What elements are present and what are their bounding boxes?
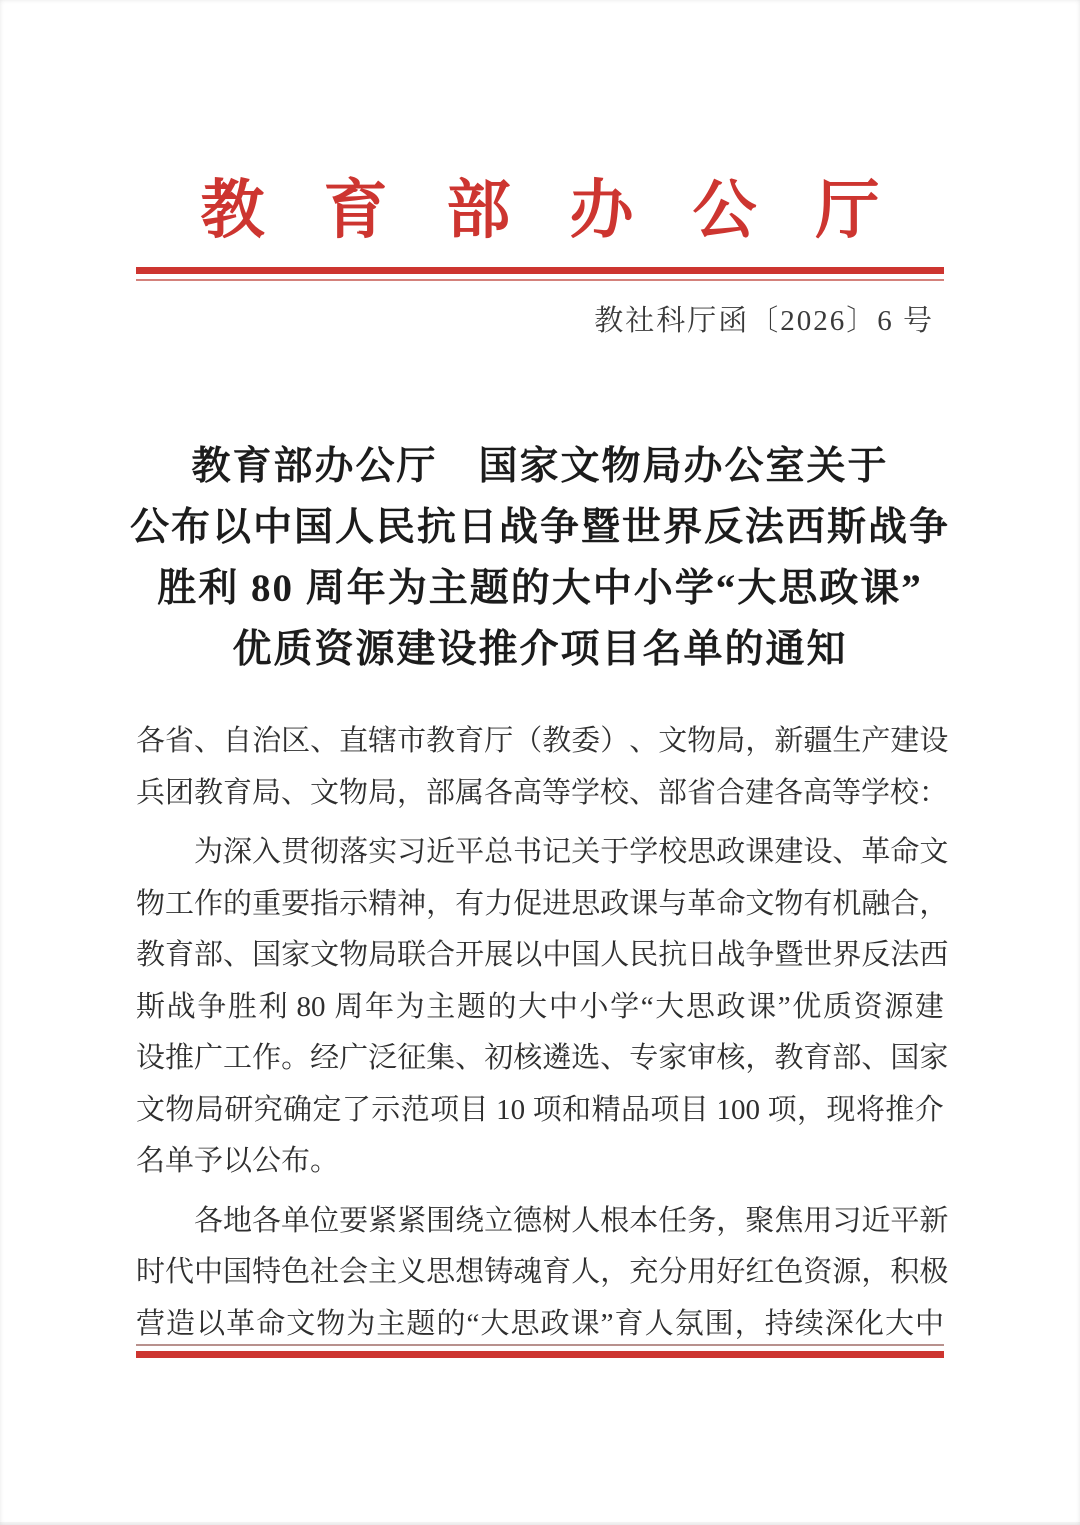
notice-title-line-4: 优质资源建设推介项目名单的通知 [232, 628, 848, 671]
body-line: 名单予以公布。 [136, 1145, 340, 1177]
body-line: 各 地 各 单 位 要 紧 紧 围 绕 立 德 树 人 根 本 任 务 ， 聚 焦 用 习 近 平 新 [194, 1204, 949, 1237]
body-line: 营 造 以 革 命 文 物 为 主 题 的 “ 大 思 政 课 ” 育 人 氛 围 ， 持 续 深 化 大 中 [136, 1307, 944, 1340]
body-line: 兵团教育局、文物局，部属各高等学校、部省合建各高等学校： [136, 776, 949, 809]
body-line: 教 育 部 、 国 家 文 物 局 联 合 开 展 以 中 国 人 民 抗 日 战 争 暨 世 界 反 法 西 [136, 939, 949, 971]
body-line: 斯 战 争 胜 利 80 周 年 为 主 题 的 大 中 小 学 “ 大 思 政 课 ” 优 质 资 源 建 [136, 990, 944, 1023]
document-body [136, 716, 949, 1350]
body-line: 时 代 中 国 特 色 社 会 主 义 思 想 铸 魂 育 人 ， 充 分 用 好 红 色 资 源 ， 积 极 [136, 1256, 949, 1288]
footer-rule-thick [136, 1351, 944, 1358]
body-line: 物 工 作 的 重 要 指 示 精 神 ， 有 力 促 进 思 政 课 与 革 命 文 物 有 机 融 合 ， [136, 887, 949, 920]
letterhead-title-text: 教育部办公厅 [200, 175, 939, 246]
letterhead-title [136, 174, 944, 248]
paragraph-2 [136, 827, 949, 1188]
letterhead-rule-thick [136, 267, 944, 274]
notice-title-line-2: 公布以中国人民抗日战争暨世界反法西斯战争 [129, 506, 950, 549]
paragraph-3 [136, 1196, 949, 1351]
notice-title [40, 436, 1040, 680]
notice-title-line-3: 胜利 80 周年为主题的大中小学“大思政课” [157, 567, 923, 610]
body-line: 各 省 、 自 治 区 、 直 辖 市 教 育 厅 （ 教 委 ） 、 文 物 局 ， 新 疆 生 产 建 设 [136, 725, 949, 757]
paragraph-1 [136, 716, 949, 819]
notice-title-line-1: 教育部办公厅 国家文物局办公室关于 [191, 445, 889, 488]
document-number: 教社科厅函〔2026〕6 号 [594, 305, 934, 337]
body-line: 为 深 入 贯 彻 落 实 习 近 平 总 书 记 关 于 学 校 思 政 课 建 设 、 革 命 文 [194, 836, 949, 868]
letterhead-rule-thin [136, 279, 944, 281]
body-line: 文 物 局 研 究 确 定 了 示 范 项 目 10 项 和 精 品 项 目 100 项 ， 现 将 推 介 [136, 1093, 944, 1126]
footer-rule-thin [136, 1344, 944, 1346]
body-line: 设 推 广 工 作 。 经 广 泛 征 集 、 初 核 遴 选 、 专 家 审 核 ， 教 育 部 、 国 家 [136, 1042, 949, 1074]
